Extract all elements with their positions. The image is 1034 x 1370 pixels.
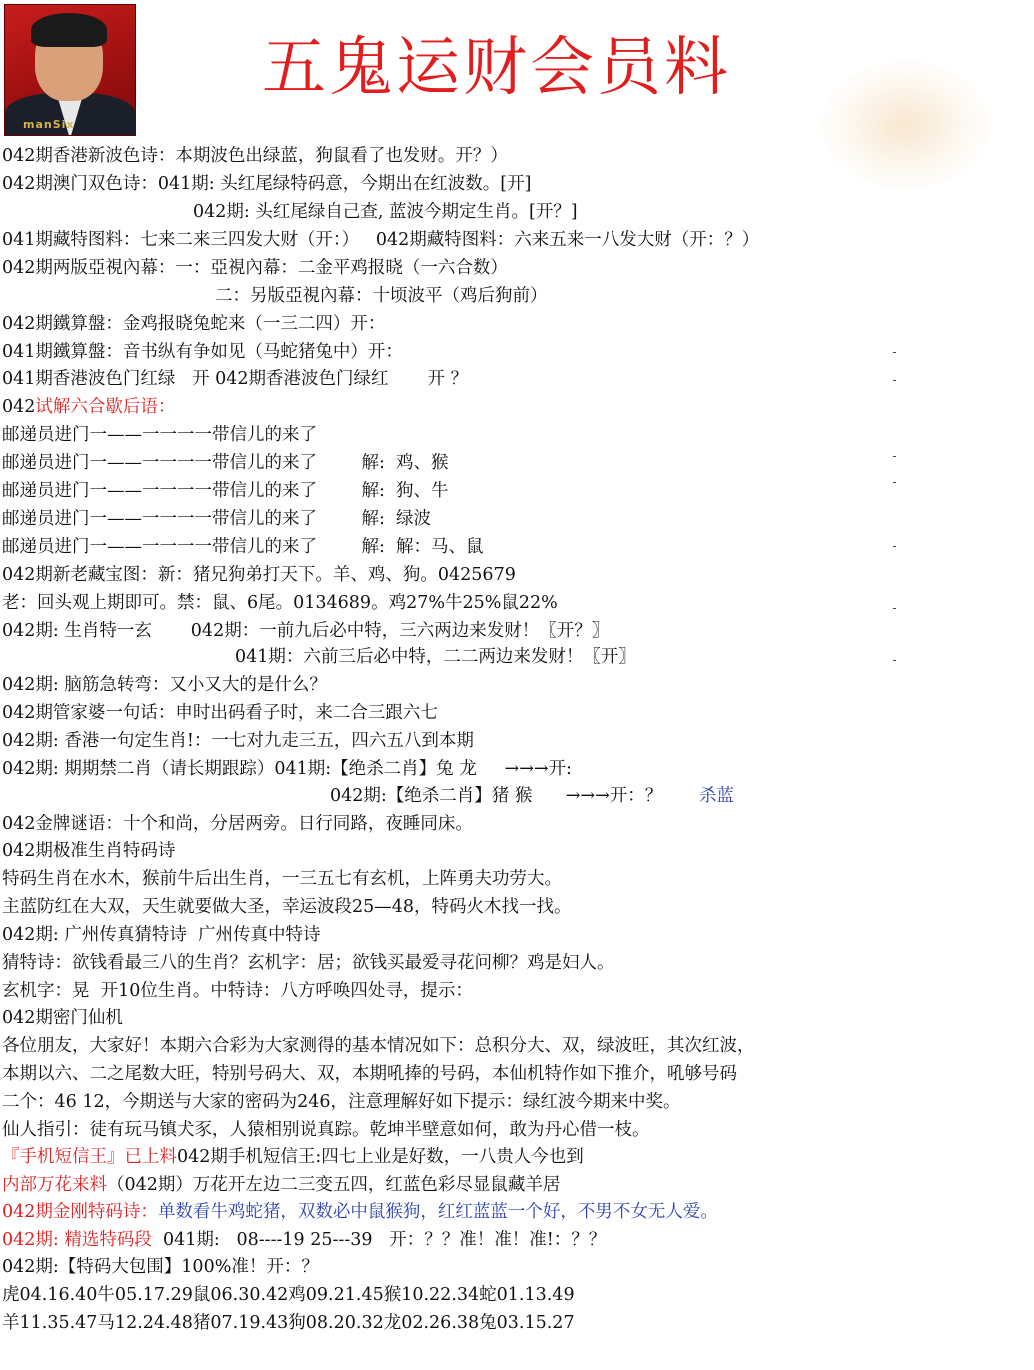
highlight-text: 内部万花来料 (2, 1175, 107, 1195)
text-line: 042期两版亞視內幕：一：亞視內幕：二金平鸡报晓（一六合数） (2, 258, 508, 278)
text-line: 特码生肖在水木，猴前牛后出生肖，一三五七有玄机，上阵勇夫功劳大。 (2, 869, 562, 889)
text-line: 041期鐵算盤：音书纵有争如见（马蛇猪兔中）开： (2, 342, 403, 362)
page-title: 五鬼运财会员料 (262, 31, 731, 105)
text-line: 042期管家婆一句话：申时出码看子时，来二合三跟六七 (2, 703, 438, 723)
text-line (2, 399, 175, 417)
text-line (2, 1232, 606, 1250)
margin-mark (893, 352, 896, 353)
decorative-glow (820, 60, 990, 190)
text-line (2, 1177, 560, 1195)
text-line: 042金牌谜语：十个和尚，分居两旁。日行同路，夜睡同床。 (2, 814, 473, 834)
text-line: 042期鐵算盤：金鸡报晓兔蛇来（一三二四）开： (2, 314, 386, 334)
text-line: 虎04.16.40牛05.17.29鼠06.30.42鸡09.21.45猴10.22.34蛇01.13.49 (2, 1285, 575, 1305)
text-line (330, 788, 734, 806)
text-segment: （042期）万花开左边二三变五四，红蓝色彩尽显鼠藏羊居 (107, 1175, 561, 1195)
text-line (2, 1204, 718, 1222)
text-line: 042期新老藏宝图：新：猪兄狗弟打天下。羊、鸡、狗。0425679 (2, 565, 516, 585)
text-line: 042期: 期期禁二肖（请长期跟踪）041期:【绝杀二肖】兔 龙 →→→开: (2, 759, 572, 779)
highlight-text: 042期: 精选特码段 (2, 1230, 152, 1250)
text-line: 041期香港波色门红绿 开 042期香港波色门绿红 开 ？ (2, 369, 469, 389)
text-line: 二个：46 12，今期送与大家的密码为246，注意理解好如下提示：绿红波今期来中奖。 (2, 1092, 681, 1112)
margin-mark (893, 456, 896, 457)
text-line: 猜特诗：欲钱看最三八的生肖？玄机字：居；欲钱买最爱寻花问柳？鸡是妇人。 (2, 953, 615, 973)
text-line: 主蓝防红在大双，天生就要做大圣，幸运波段25—48，特码火木找一找。 (2, 897, 572, 917)
text-line: 邮递员进门一——一一一一带信儿的来了 解: 绿波 (2, 509, 432, 529)
text-line: 仙人指引：徒有玩马镇犬豕，人猿相别说真踪。乾坤半壁意如何，敢为丹心借一枝。 (2, 1120, 650, 1140)
text-segment: 042期手机短信王:四七上业是好数，一八贵人今也到 (177, 1147, 584, 1167)
text-line: 042期: 生肖特一玄 042期：一前九后必中特，三六两边来发财！〖开？〗 (2, 621, 610, 641)
text-line: 邮递员进门一——一一一一带信儿的来了 解: 鸡、猴 (2, 453, 449, 473)
margin-mark (893, 546, 896, 547)
text-line: 042期: 香港一句定生肖!：一七对九走三五，四六五八到本期 (2, 731, 474, 751)
text-line: 042期: 脑筋急转弯：又小又大的是什么？ (2, 675, 327, 695)
host-portrait (4, 4, 136, 136)
text-line: 邮递员进门一——一一一一带信儿的来了 解: 解：马、鼠 (2, 537, 484, 557)
text-segment: 042期:【绝杀二肖】猪 猴 →→→开：？ (330, 786, 679, 806)
margin-mark (893, 608, 896, 609)
text-line: 老：回头观上期即可。禁：鼠、6尾。0134689。鸡27%牛25%鼠22% (2, 593, 558, 613)
text-line: 042期香港新波色诗：本期波色出绿蓝，狗鼠看了也发财。开？） (2, 146, 508, 166)
text-line: 玄机字：晃 开10位生肖。中特诗：八方呼唤四处寻，提示： (2, 981, 473, 1001)
text-line: 本期以六、二之尾数大旺，特别号码大、双，本期吼捧的号码，本仙机特作如下推介，吼够号码 (2, 1064, 737, 1084)
text-line: 邮递员进门一——一一一一带信儿的来了 解: 狗、牛 (2, 481, 449, 501)
highlight-text: 042期金刚特码诗： (2, 1202, 158, 1222)
portrait-hair (31, 13, 107, 47)
text-line: 042期极准生肖特码诗 (2, 841, 176, 861)
text-line (2, 1149, 584, 1167)
highlight-text: 杀蓝 (698, 786, 734, 806)
section-heading: 试解六合歇后语： (35, 397, 176, 417)
text-line: 042期:【特码大包围】100%准！开：？ (2, 1257, 319, 1277)
text-line: 各位朋友，大家好！本期六合彩为大家测得的基本情况如下：总积分大、双，绿波旺，其次红波， (2, 1036, 755, 1056)
text-line: 羊11.35.47马12.24.48猪07.19.43狗08.20.32龙02.26.38兔03.15.27 (2, 1313, 575, 1333)
margin-mark (893, 482, 896, 483)
portrait-watermark: manSix (23, 118, 75, 131)
text-segment: 042 (2, 397, 36, 417)
text-segment: 041期: 08----19 25---39 开：？？准！准！准!：？？ (151, 1230, 607, 1250)
text-line: 二：另版亞視內幕：十顷波平（鸡后狗前） (215, 286, 548, 306)
margin-mark (893, 660, 896, 661)
text-line: 041期：六前三后必中特，二二两边来发财！〖开〗 (235, 647, 636, 667)
text-line: 042期: 广州传真猜特诗 广州传真中特诗 (2, 925, 321, 945)
highlight-text: 『手机短信王』已上料 (2, 1147, 177, 1167)
text-line: 邮递员进门一——一一一一带信儿的来了 (2, 425, 317, 445)
text-line: 042期澳门双色诗：041期: 头红尾绿特码意，今期出在红波数。[开] (2, 174, 532, 194)
text-line: 042期: 头红尾绿自己查, 蓝波今期定生肖。[开？] (193, 202, 578, 222)
margin-mark (893, 380, 896, 381)
text-line: 041期藏特图料：七来二来三四发大财（开：） 042期藏特图料：六来五来一八发大财（开：？） (2, 230, 760, 250)
text-line: 042期密门仙机 (2, 1008, 123, 1028)
highlight-text: 单数看牛鸡蛇猪，双数必中鼠猴狗，红红蓝蓝一个好，不男不女无人爱。 (157, 1202, 718, 1222)
